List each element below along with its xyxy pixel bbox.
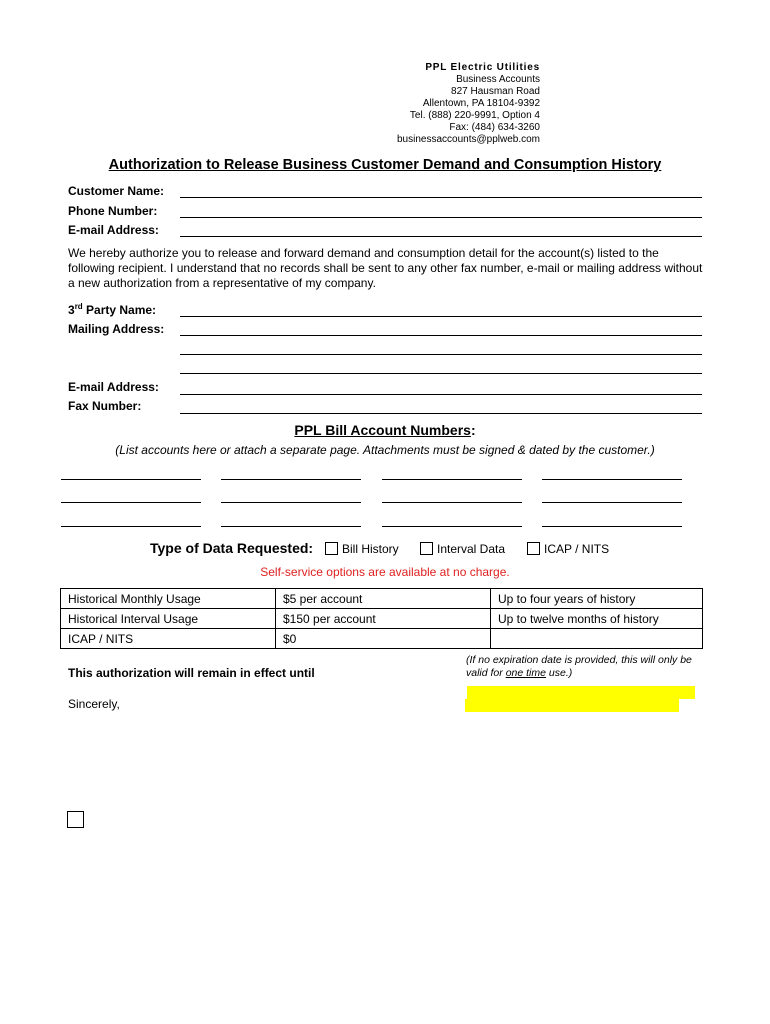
account-number-field[interactable] bbox=[542, 502, 682, 503]
fax-number-label: Fax Number: bbox=[68, 399, 142, 413]
icap-nits-checkbox[interactable] bbox=[527, 542, 540, 555]
table-cell: $0 bbox=[276, 629, 491, 649]
table-cell bbox=[491, 629, 703, 649]
bill-history-label: Bill History bbox=[342, 542, 399, 556]
account-numbers-heading: PPL Bill Account Numbers: bbox=[294, 422, 476, 438]
table-cell: $150 per account bbox=[276, 609, 491, 629]
customer-email-field[interactable] bbox=[180, 236, 702, 237]
authorization-paragraph: We hereby authorize you to release and forward demand and consumption detail for the account(s) listed to the following recipient. I understand that no records shall be sent to any other fax number, e-mail or mailing address without a new authorization from a representative of my company. bbox=[68, 246, 703, 290]
account-numbers-instructions: (List accounts here or attach a separate page. Attachments must be signed & dated by the customer.) bbox=[115, 443, 655, 457]
expiry-date-highlight[interactable] bbox=[465, 699, 679, 712]
mailing-address-field-3[interactable] bbox=[180, 373, 702, 374]
account-number-field[interactable] bbox=[221, 479, 361, 480]
customer-name-label: Customer Name: bbox=[68, 184, 165, 198]
third-party-name-field[interactable] bbox=[180, 316, 702, 317]
table-cell: Historical Monthly Usage bbox=[61, 589, 276, 609]
data-type-label: Type of Data Requested: bbox=[150, 540, 314, 556]
interval-data-label: Interval Data bbox=[437, 542, 506, 556]
expiration-note: (If no expiration date is provided, this will only be valid for one time use.) bbox=[466, 654, 692, 679]
department: Business Accounts bbox=[456, 74, 540, 85]
form-title: Authorization to Release Business Customer Demand and Consumption History bbox=[108, 157, 662, 173]
customer-email-label: E-mail Address: bbox=[68, 223, 159, 237]
account-number-field[interactable] bbox=[61, 502, 201, 503]
account-number-field[interactable] bbox=[61, 479, 201, 480]
expiry-date-highlight[interactable] bbox=[467, 686, 695, 699]
account-number-field[interactable] bbox=[542, 526, 682, 527]
company-address-block bbox=[360, 62, 540, 146]
mailing-address-field-2[interactable] bbox=[180, 354, 702, 355]
pricing-table bbox=[60, 588, 703, 649]
fax-number-field[interactable] bbox=[180, 413, 702, 414]
signature-checkbox[interactable] bbox=[67, 811, 84, 828]
bill-history-checkbox[interactable] bbox=[325, 542, 338, 555]
table-row bbox=[61, 629, 703, 649]
table-row bbox=[61, 609, 703, 629]
self-service-note: Self-service options are available at no charge. bbox=[260, 565, 510, 579]
phone-number-field[interactable] bbox=[180, 217, 702, 218]
account-number-field[interactable] bbox=[382, 526, 522, 527]
city-state-zip: Allentown, PA 18104-9392 bbox=[422, 98, 540, 109]
company-name: PPL Electric Utilities bbox=[425, 62, 540, 73]
account-number-field[interactable] bbox=[221, 502, 361, 503]
account-number-field[interactable] bbox=[542, 479, 682, 480]
table-cell: ICAP / NITS bbox=[61, 629, 276, 649]
table-row bbox=[61, 589, 703, 609]
closing: Sincerely, bbox=[68, 697, 120, 711]
street-address: 827 Hausman Road bbox=[451, 86, 540, 97]
interval-data-checkbox[interactable] bbox=[420, 542, 433, 555]
mailing-address-field-1[interactable] bbox=[180, 335, 702, 336]
account-number-field[interactable] bbox=[382, 502, 522, 503]
table-cell: Historical Interval Usage bbox=[61, 609, 276, 629]
customer-name-field[interactable] bbox=[180, 197, 702, 198]
account-number-field[interactable] bbox=[61, 526, 201, 527]
third-party-email-field[interactable] bbox=[180, 394, 702, 395]
phone-number-label: Phone Number: bbox=[68, 204, 158, 218]
table-cell: Up to twelve months of history bbox=[491, 609, 703, 629]
authorization-expiry-label: This authorization will remain in effect until bbox=[68, 666, 315, 680]
fax: Fax: (484) 634-3260 bbox=[449, 122, 540, 133]
account-number-field[interactable] bbox=[221, 526, 361, 527]
account-number-field[interactable] bbox=[382, 479, 522, 480]
table-cell: $5 per account bbox=[276, 589, 491, 609]
mailing-address-label: Mailing Address: bbox=[68, 322, 165, 336]
third-party-email-label: E-mail Address: bbox=[68, 380, 159, 394]
table-cell: Up to four years of history bbox=[491, 589, 703, 609]
telephone: Tel. (888) 220-9991, Option 4 bbox=[409, 110, 540, 121]
email: businessaccounts@pplweb.com bbox=[396, 134, 540, 145]
icap-nits-label: ICAP / NITS bbox=[544, 542, 610, 556]
third-party-name-label: 3rd Party Name: bbox=[68, 302, 157, 317]
